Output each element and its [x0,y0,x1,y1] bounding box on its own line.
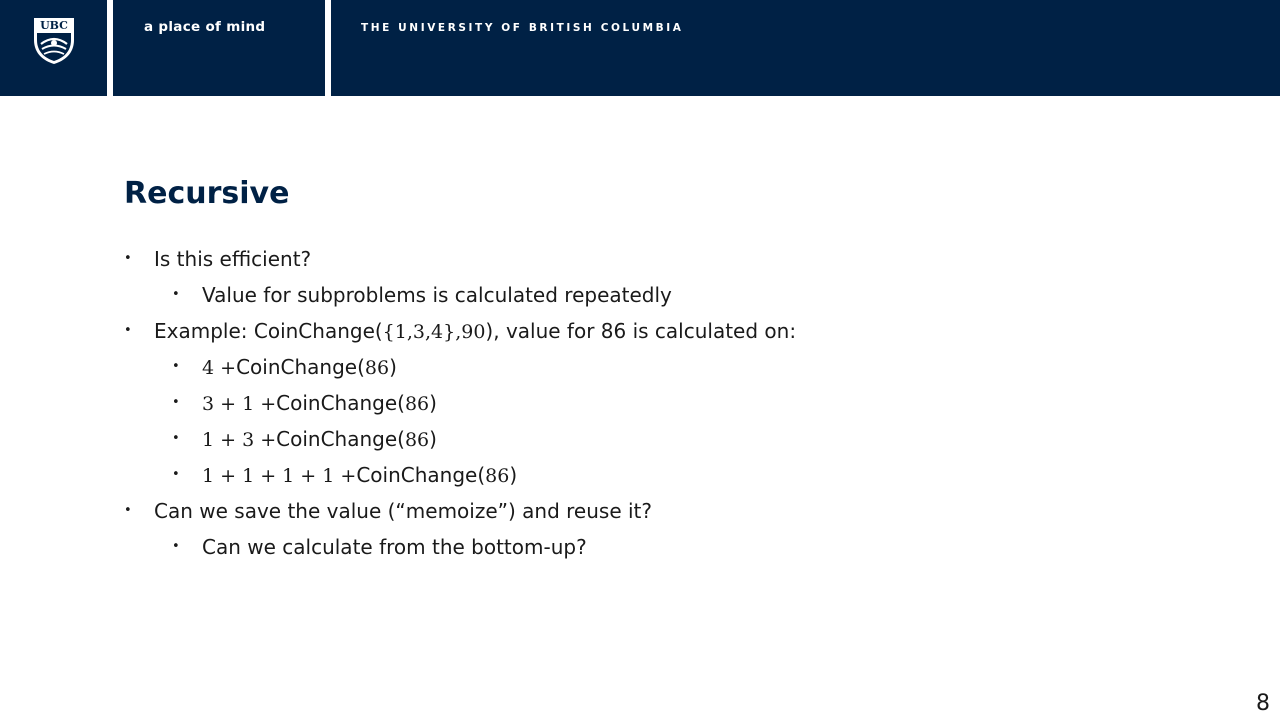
bullet-marker: • [124,323,132,338]
page-number: 8 [1256,691,1270,716]
function-name: CoinChange( [276,391,405,415]
math-expression: 86 [404,429,430,451]
bullet-marker: • [172,395,180,410]
tagline-panel [113,0,325,96]
math-expression: 3 + 1 + [202,393,277,415]
math-expression: 1 + 3 + [202,429,277,451]
bullet-text [202,457,517,494]
math-expression: 4 + [202,357,237,379]
bullet-text: Can we save the value (“memoize”) and reuse it? [154,499,653,523]
bullet-text: Is this efficient? [154,247,312,271]
logo-text: UBC [40,19,68,32]
closing-paren: ) [429,391,437,415]
bullet-marker: • [124,251,132,266]
logo-panel [0,0,107,96]
university-panel [331,0,1280,96]
ubc-crest-logo [30,14,78,66]
bullet-marker: • [172,359,180,374]
bullet-text: Can we calculate from the bottom-up? [202,535,587,559]
slide-title: Recursive [124,176,290,211]
bullet-text [202,349,397,386]
slide-header [0,0,1280,96]
university-name: THE UNIVERSITY OF BRITISH COLUMBIA [361,22,684,34]
math-expression: 1 + 1 + 1 + 1 + [202,465,357,487]
bullet-marker: • [172,467,180,482]
bullet-text: Value for subproblems is calculated repeatedly [202,283,672,307]
text-part: Example: CoinChange( [154,319,383,343]
function-name: CoinChange( [276,427,405,451]
closing-paren: ) [389,355,397,379]
function-name: CoinChange( [356,463,486,487]
bullet-marker: • [172,287,180,302]
text-part: ), value for 86 is calculated on: [485,319,797,343]
closing-paren: ) [429,427,437,451]
function-name: CoinChange( [236,355,365,379]
math-expression: 86 [485,465,510,487]
bullet-text [202,385,437,422]
bullet-text [154,313,796,350]
closing-paren: ) [509,463,518,487]
bullet-marker: • [172,539,180,554]
bullet-marker: • [124,503,132,518]
bullet-marker: • [172,431,180,446]
bullet-text [202,421,437,458]
math-expression: {1,3,4},90 [382,321,486,343]
math-expression: 86 [404,393,430,415]
math-expression: 86 [364,357,390,379]
tagline: a place of mind [144,19,266,35]
